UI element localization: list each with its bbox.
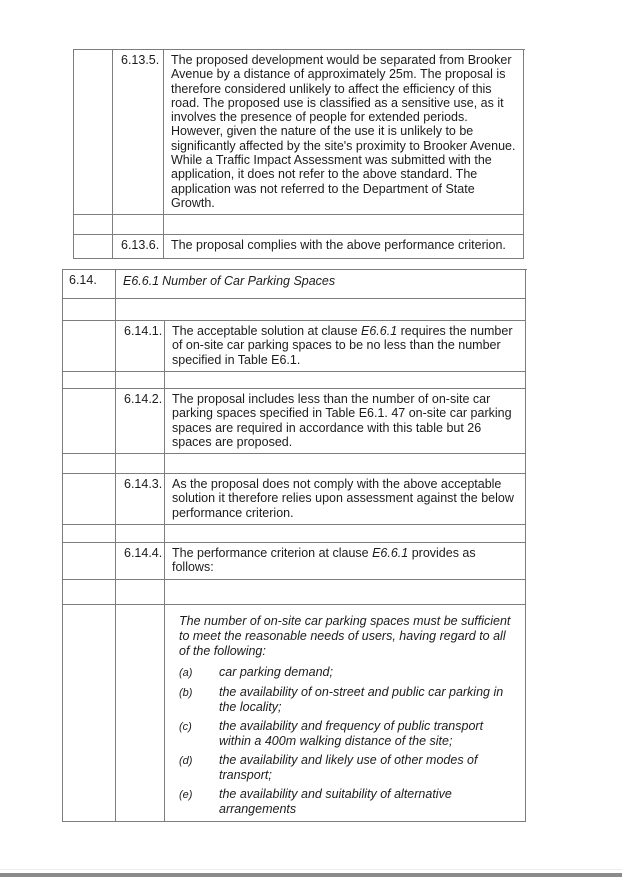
clause-number-cell [116,454,165,474]
section-heading-cell [116,270,526,299]
table-row-empty [74,215,525,235]
criterion-item-text: the availability and suitability of alternative arrangements [219,786,452,816]
margin-cell [63,525,116,543]
performance-criterion-block [179,614,517,817]
clause-number-cell [113,215,164,235]
table-row-heading-6-14 [63,270,527,299]
clause-number-cell: 6.14.1. [116,321,165,372]
table-row-6-13-5 [74,50,525,215]
clause-text-cell: The proposal complies with the above performance criterion. [164,235,524,259]
criterion-item-label: (b) [179,686,193,699]
criterion-item-label: (e) [179,788,193,801]
criterion-item-d [179,753,517,783]
assessment-table-6-13 [73,49,525,259]
criterion-item-text: car parking demand; [219,664,333,679]
clause-text-segment: requires the number of on-site car parking spaces to be no less than the number specified in Table E6.1. [172,324,513,367]
clause-number-cell: 6.13.6. [113,235,164,259]
section-heading-title: Number of Car Parking Spaces [162,274,336,288]
clause-number-cell: 6.14.3. [116,474,165,525]
clause-text-cell [165,454,526,474]
criterion-item-label: (d) [179,754,193,767]
margin-cell [63,474,116,525]
clause-text-cell: As the proposal does not comply with the above acceptable solution it therefore relies upon assessment against the below performance criterion. [165,474,526,525]
table-row-empty [63,454,527,474]
table-row-performance-criterion [63,605,527,822]
criterion-item-label: (a) [179,666,193,679]
criterion-item-label: (c) [179,720,192,733]
criterion-item-text: the availability and likely use of other modes of transport; [219,752,478,782]
clause-text-cell [164,215,524,235]
margin-cell [74,235,113,259]
clause-number-cell [116,525,165,543]
clause-reference: E6.6.1 [372,546,409,561]
assessment-table-6-14 [62,269,527,822]
clause-text-cell: The proposal includes less than the number of on-site car parking spaces specified in Table E6.1. 47 on-site car parking spaces are required in accordance with this table but 26 spaces are proposed. [165,389,526,454]
clause-number-cell [116,580,165,605]
clause-text-cell: The proposed development would be separated from Brooker Avenue by a distance of approximately 25m. The proposal is therefore considered unlikely to affect the efficiency of this road. The proposed use is classified as a sensitive use, as it involves the presence of people for extended periods. However, given the nature of the use it is unlikely to be significantly affected by the site's proximity to Brooker Avenue. While a Traffic Impact Assessment was submitted with the application, it does not refer to the above standard. The application was not referred to the Department of State Growth. [164,50,524,215]
margin-cell [63,605,116,822]
criterion-item-e [179,787,517,817]
clause-reference: E6.6.1 [361,324,398,338]
clause-text-cell [165,525,526,543]
clause-text-cell [165,372,526,389]
table-row-empty [63,525,527,543]
clause-text-cell [165,543,526,580]
table-row-6-14-2 [63,389,527,454]
margin-cell [63,580,116,605]
margin-cell [63,543,116,580]
clause-text-cell [165,580,526,605]
page-footer-faint-line [0,869,622,870]
criterion-item-b [179,685,517,715]
clause-number-cell: 6.14.2. [116,389,165,454]
criterion-item-a [179,665,517,681]
margin-cell [63,321,116,372]
clause-number-cell [116,605,165,822]
clause-number-cell [63,299,116,321]
table-row-empty [63,580,527,605]
table-row-empty [63,299,527,321]
clause-text-segment: provides as follows: [172,546,476,575]
section-heading-cell [116,299,526,321]
clause-text-segment: The performance criterion at clause [172,546,373,561]
table-row-6-13-6 [74,235,525,259]
clause-number-cell: 6.14. [63,270,116,299]
table-row-6-14-1 [63,321,527,372]
clause-text-segment: The acceptable solution at clause [172,324,362,338]
criterion-quote-cell [165,605,526,822]
clause-number-cell [116,372,165,389]
margin-cell [63,389,116,454]
margin-cell [63,372,116,389]
criterion-intro: The number of on-site car parking spaces must be sufficient to meet the reasonable needs of users, having regard to all of the following: [179,613,511,658]
clause-number-cell: 6.14.4. [116,543,165,580]
clause-number-cell: 6.13.5. [113,50,164,215]
criterion-item-text: the availability of on-street and public car parking in the locality; [219,684,504,714]
table-row-6-14-4 [63,543,527,580]
margin-cell [63,454,116,474]
margin-cell [74,215,113,235]
criterion-item-text: the availability and frequency of public transport within a 400m walking distance of the site; [219,718,484,748]
margin-cell [74,50,113,215]
criterion-item-c [179,719,517,749]
section-heading-clause: E6.6.1 [123,274,160,288]
table-row-6-14-3 [63,474,527,525]
clause-text-cell [165,321,526,372]
page-footer-rule [0,873,622,877]
table-row-empty [63,372,527,389]
